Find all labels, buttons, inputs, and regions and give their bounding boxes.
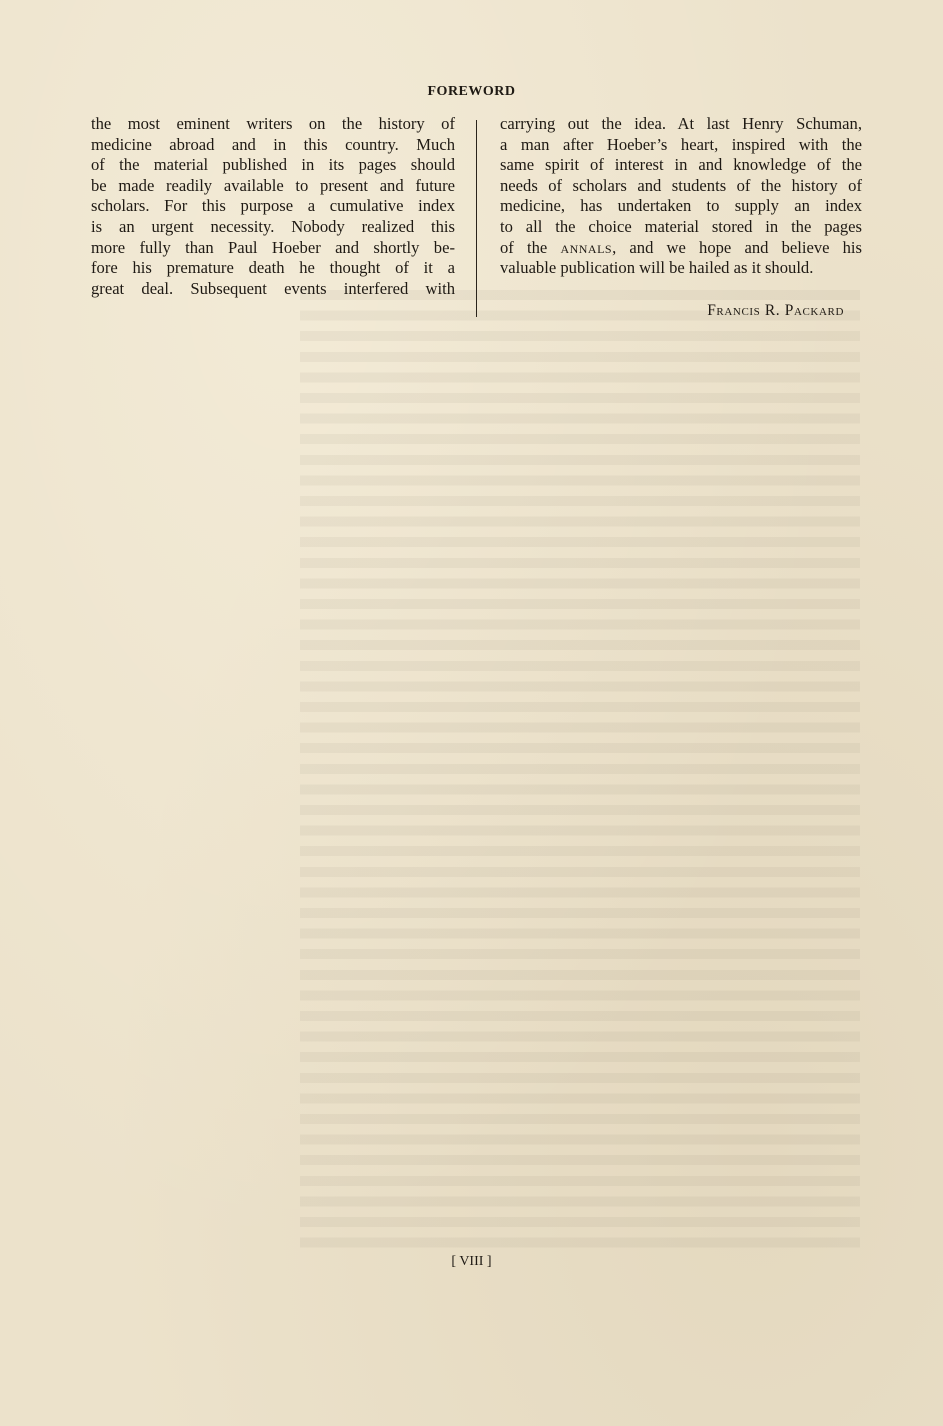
left-line-5: scholars. For this purpose a cumulative index: [91, 196, 455, 216]
column-divider: [476, 120, 477, 317]
left-line-1: the most eminent writers on the history of: [91, 114, 455, 133]
right-line-3: same spirit of interest in and knowledge of the: [500, 155, 862, 175]
right-line-6: to all the choice material stored in the pages: [500, 216, 862, 236]
annals-small-caps: annals: [560, 237, 613, 257]
right-line-7: [500, 238, 862, 259]
right-line-1: carrying out the idea. At last Henry Schuman,: [500, 114, 862, 133]
page-number: [ VIII ]: [451, 1254, 492, 1269]
left-line-8: fore his premature death he thought of it a: [91, 258, 455, 278]
right-line-5: medicine, has undertaken to supply an index: [500, 196, 862, 216]
right-line-2: a man after Hoeber’s heart, inspired with the: [500, 134, 862, 154]
left-line-6: is an urgent necessity. Nobody realized this: [91, 216, 455, 236]
right-line-8: valuable publication will be hailed as it should.: [500, 258, 814, 278]
left-line-7: more fully than Paul Hoeber and shortly be-: [91, 237, 455, 257]
show-through-text: [300, 290, 860, 1250]
right-column: [500, 114, 862, 279]
right-line-7-prefix: of the: [500, 237, 548, 257]
left-line-3: of the material published in its pages should: [91, 155, 455, 175]
left-line-9: great deal. Subsequent events interfered with: [91, 278, 455, 298]
left-line-4: be made readily available to present and future: [91, 175, 455, 195]
running-head: FOREWORD: [427, 84, 516, 99]
author-signature: Francis R. Packard: [707, 302, 844, 319]
right-line-4: needs of scholars and students of the history of: [500, 175, 862, 195]
left-column: [91, 114, 455, 299]
left-line-2: medicine abroad and in this country. Much: [91, 134, 455, 154]
right-line-7-suffix: , and we hope and believe his: [612, 237, 863, 257]
